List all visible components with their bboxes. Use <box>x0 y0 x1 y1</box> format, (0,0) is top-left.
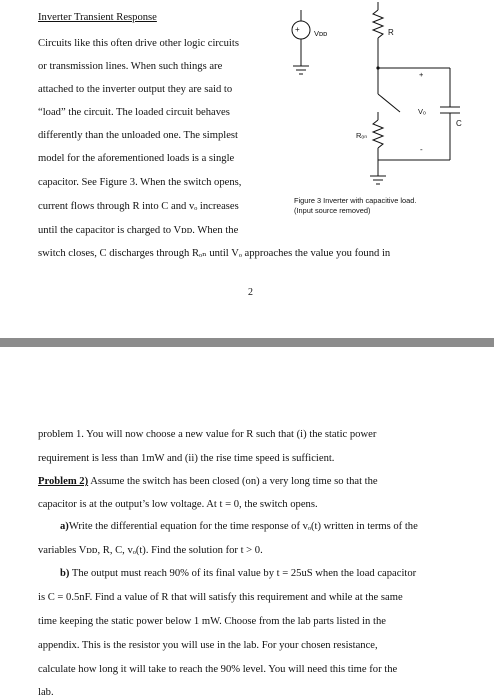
output-minus-label: - <box>420 145 423 154</box>
c-label: C <box>456 119 462 128</box>
ron-label: Rₒₙ <box>356 131 368 140</box>
page-2 <box>0 347 494 700</box>
body-line-6: model for the aforementioned loads is a single <box>38 153 235 164</box>
r-label: R <box>388 28 394 37</box>
vdd-plus-label: + <box>295 25 300 34</box>
body-line-8: current flows through R into C and vₒ increases <box>38 201 239 212</box>
part-b-line-5: calculate how long it will take to reach the 90% level. You will need this time for the <box>38 664 398 675</box>
part-a-label: a) <box>60 521 69 532</box>
part-a-line <box>60 520 418 533</box>
body-line-10: switch closes, C discharges through Rₒₙ until Vₒ approaches the value you found in <box>38 248 391 259</box>
part-b-line <box>60 567 416 580</box>
body-line-2: or transmission lines. When such things are <box>38 61 223 72</box>
part-b-text: The output must reach 90% of its final value by t = 25uS when the load capacitor <box>69 568 417 579</box>
body-line-11: problem 1. You will now choose a new value for R such that (i) the static power <box>38 429 377 440</box>
problem-2-line-2: capacitor is at the output’s low voltage. At t = 0, the switch opens. <box>38 499 318 510</box>
part-b-line-4: appendix. This is the resistor you will use in the lab. For your chosen resistance, <box>38 640 378 651</box>
problem-2-label: Problem 2) <box>38 476 89 487</box>
figure-caption-line-2: (Input source removed) <box>294 206 371 215</box>
part-b-line-2: is C = 0.5nF. Find a value of R that will satisfy this requirement and while at the same <box>38 592 403 603</box>
page-number: 2 <box>248 287 253 298</box>
figure-caption-line-1: Figure 3 Inverter with capacitive load. <box>294 196 417 205</box>
part-b-line-3: time keeping the static power below 1 mW. Choose from the lab parts listed in the <box>38 616 386 627</box>
page-divider <box>0 338 494 347</box>
problem-2-text: Assume the switch has been closed (on) a very long time so that the <box>88 476 378 487</box>
body-line-12: requirement is less than 1mW and (ii) the rise time speed is sufficient. <box>38 453 335 464</box>
output-plus-label: + <box>419 70 424 79</box>
page-1 <box>0 0 494 338</box>
body-line-3: attached to the inverter output they are said to <box>38 84 233 95</box>
body-line-4: “load” the circuit. The loaded circuit behaves <box>38 107 230 118</box>
resistor-r-symbol <box>373 10 383 38</box>
part-a-line-2: variables Vᴅᴅ, R, C, vₒ(t). Find the solution for t > 0. <box>38 545 263 556</box>
part-a-text: Write the differential equation for the time response of vₒ(t) written in terms of the <box>68 521 418 532</box>
problem-2-line <box>38 475 378 488</box>
switch-symbol <box>378 94 400 112</box>
body-line-9: until the capacitor is charged to Vᴅᴅ. When the <box>38 225 239 236</box>
part-b-line-6: lab. <box>38 687 54 698</box>
inverter-circuit-diagram <box>278 0 478 200</box>
body-line-5: differently than the unloaded one. The simplest <box>38 130 238 141</box>
part-b-label: b) <box>60 568 70 579</box>
vo-label: Vₒ <box>418 107 426 116</box>
vdd-label: Vᴅᴅ <box>314 29 328 38</box>
resistor-ron-symbol <box>373 120 383 148</box>
section-title: Inverter Transient Response <box>38 12 157 23</box>
body-line-1: Circuits like this often drive other logic circuits <box>38 38 239 49</box>
body-line-7: capacitor. See Figure 3. When the switch opens, <box>38 177 242 188</box>
